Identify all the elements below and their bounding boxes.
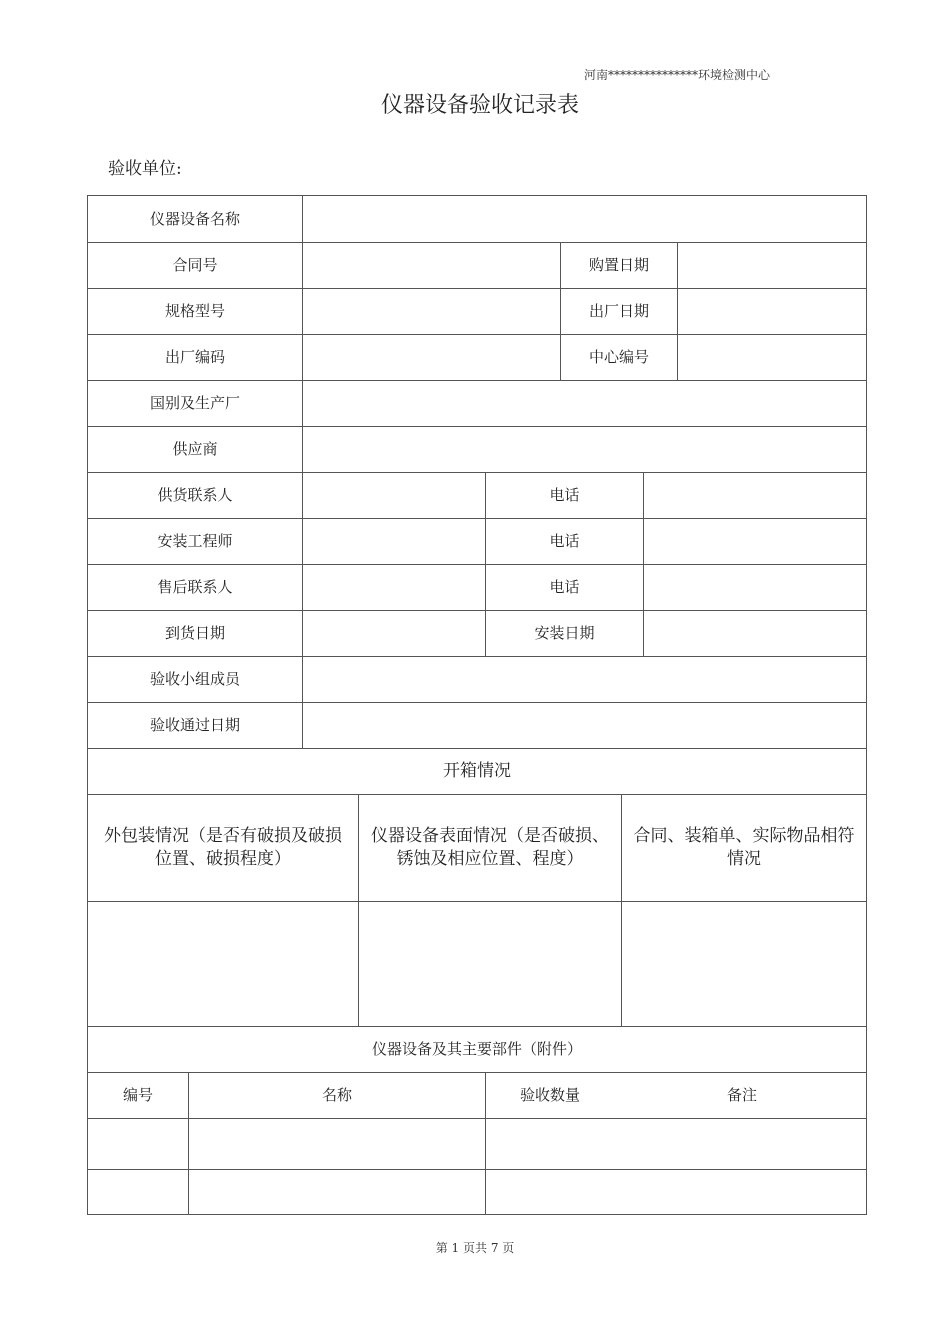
contract-no-field[interactable] <box>302 242 561 289</box>
after-sales-phone-field[interactable] <box>643 564 867 611</box>
parts-qty-header: 验收数量 <box>520 1086 581 1105</box>
after-sales-phone-label: 电话 <box>485 564 644 611</box>
parts-section-title: 仪器设备及其主要部件（附件） <box>87 1026 867 1073</box>
install-engineer-phone-field[interactable] <box>643 518 867 565</box>
parts-row-1-name[interactable] <box>188 1118 486 1170</box>
acceptance-pass-date-label: 验收通过日期 <box>87 702 303 749</box>
parts-qty-note-header <box>485 1072 867 1119</box>
acceptance-team-label: 验收小组成员 <box>87 656 303 703</box>
install-date-field[interactable] <box>643 610 867 657</box>
organization-name: 河南***************环境检测中心 <box>584 68 771 82</box>
supply-contact-phone-label: 电话 <box>485 472 644 519</box>
outer-packaging-field[interactable] <box>87 901 359 1027</box>
arrival-date-field[interactable] <box>302 610 486 657</box>
center-no-field[interactable] <box>677 334 867 381</box>
supplier-label: 供应商 <box>87 426 303 473</box>
page-title: 仪器设备验收记录表 <box>380 93 579 118</box>
install-engineer-label: 安装工程师 <box>87 518 303 565</box>
acceptance-team-field[interactable] <box>302 656 867 703</box>
contract-no-label: 合同号 <box>87 242 303 289</box>
contract-match-header: 合同、装箱单、实际物品相符情况 <box>621 794 867 902</box>
parts-note-header: 备注 <box>727 1086 758 1105</box>
model-label: 规格型号 <box>87 288 303 335</box>
parts-row-2-no[interactable] <box>87 1169 189 1215</box>
after-sales-contact-field[interactable] <box>302 564 486 611</box>
acceptance-form <box>87 195 867 1215</box>
equipment-name-field[interactable] <box>302 195 867 243</box>
surface-condition-header: 仪器设备表面情况（是否破损、锈蚀及相应位置、程度） <box>358 794 622 902</box>
parts-row-2-name[interactable] <box>188 1169 486 1215</box>
install-date-label: 安装日期 <box>485 610 644 657</box>
supply-contact-label: 供货联系人 <box>87 472 303 519</box>
parts-name-header: 名称 <box>188 1072 486 1119</box>
parts-no-header: 编号 <box>87 1072 189 1119</box>
country-manufacturer-label: 国别及生产厂 <box>87 380 303 427</box>
model-field[interactable] <box>302 288 561 335</box>
manufacture-date-label: 出厂日期 <box>560 288 678 335</box>
arrival-date-label: 到货日期 <box>87 610 303 657</box>
install-engineer-field[interactable] <box>302 518 486 565</box>
country-manufacturer-field[interactable] <box>302 380 867 427</box>
parts-row-1-no[interactable] <box>87 1118 189 1170</box>
acceptance-unit-label: 验收单位: <box>108 159 182 179</box>
serial-no-field[interactable] <box>302 334 561 381</box>
parts-row-2-qty-note[interactable] <box>485 1169 867 1215</box>
equipment-name-label: 仪器设备名称 <box>87 195 303 243</box>
serial-no-label: 出厂编码 <box>87 334 303 381</box>
install-engineer-phone-label: 电话 <box>485 518 644 565</box>
outer-packaging-header: 外包装情况（是否有破损及破损位置、破损程度） <box>87 794 359 902</box>
unpacking-section-title: 开箱情况 <box>87 748 867 795</box>
center-no-label: 中心编号 <box>560 334 678 381</box>
purchase-date-field[interactable] <box>677 242 867 289</box>
contract-match-field[interactable] <box>621 901 867 1027</box>
supply-contact-phone-field[interactable] <box>643 472 867 519</box>
supply-contact-field[interactable] <box>302 472 486 519</box>
after-sales-contact-label: 售后联系人 <box>87 564 303 611</box>
page-number: 第 1 页共 7 页 <box>435 1241 515 1255</box>
purchase-date-label: 购置日期 <box>560 242 678 289</box>
parts-row-1-qty-note[interactable] <box>485 1118 867 1170</box>
surface-condition-field[interactable] <box>358 901 622 1027</box>
acceptance-pass-date-field[interactable] <box>302 702 867 749</box>
manufacture-date-field[interactable] <box>677 288 867 335</box>
supplier-field[interactable] <box>302 426 867 473</box>
